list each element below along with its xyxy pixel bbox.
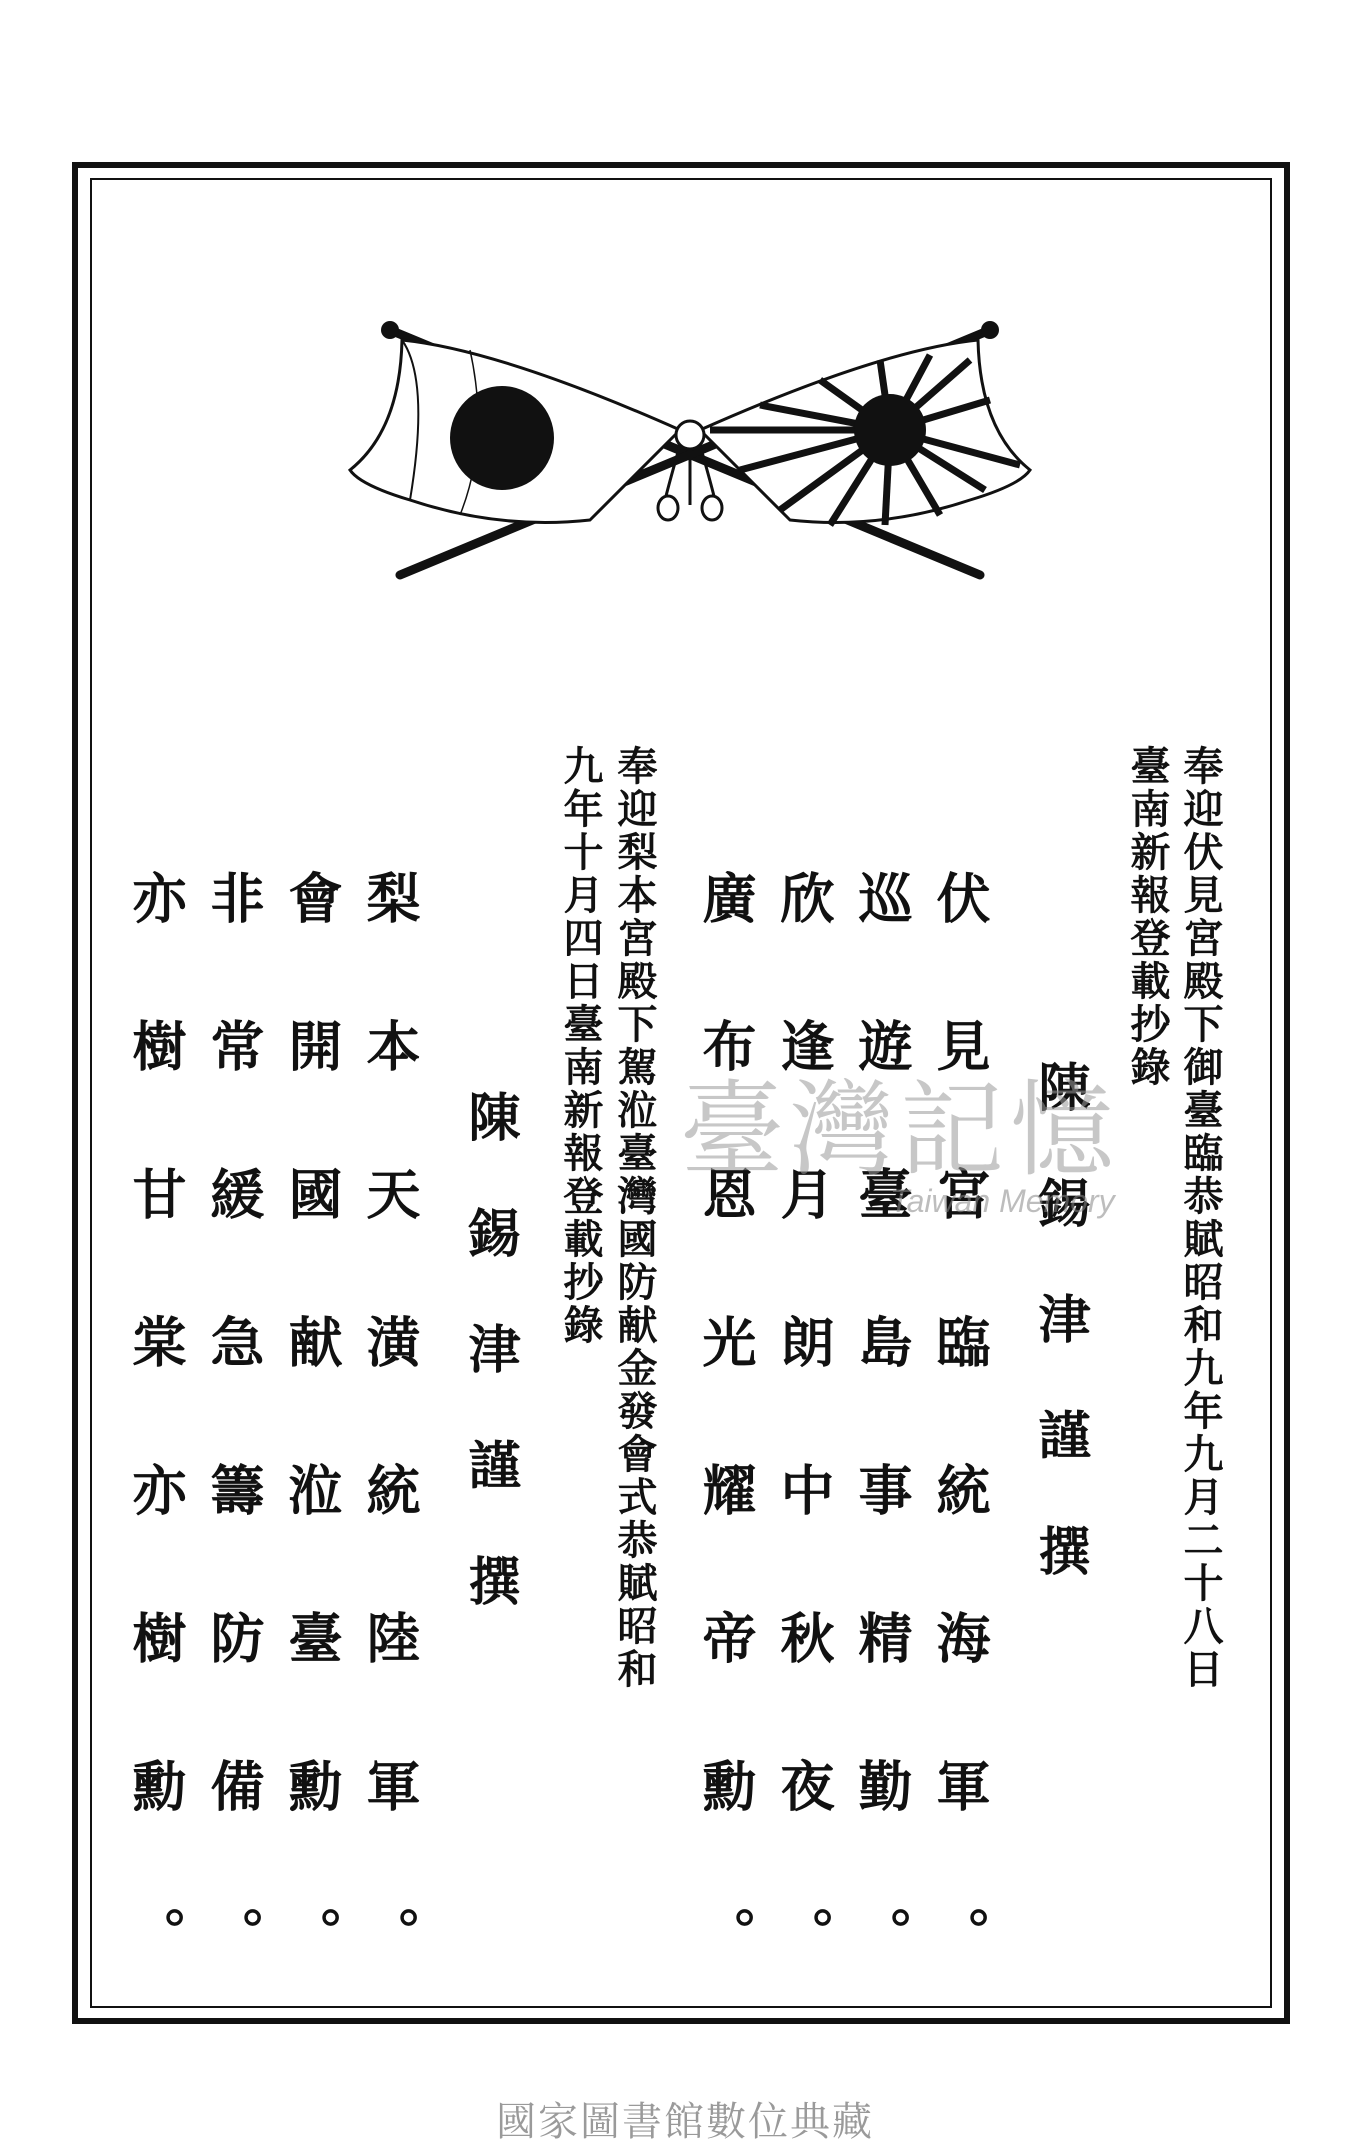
poem2-header-line1: 奉迎梨本宮殿下駕涖臺灣國防献金發會式恭賦昭和	[611, 745, 658, 1691]
poem2-line-4: 亦樹甘棠亦樹勳。	[124, 870, 188, 2054]
crossed-flags-icon	[340, 320, 1040, 600]
watermark-subtitle: Taiwan Memory	[890, 1183, 1115, 1219]
watermark-logo-text: 臺灣記憶	[680, 1069, 1121, 1191]
poem1-header-line1: 奉迎伏見宮殿下御臺臨恭賦昭和九年九月二十八日	[1177, 745, 1224, 1691]
poem1-line-3: 欣逢月朗中秋夜。	[772, 870, 836, 2054]
poem1-line-1: 伏見宮臨統海軍。	[928, 870, 992, 2054]
poem2-author: 陳錫津謹撰	[459, 1090, 520, 1670]
poem2-line-3: 非常緩急籌防備。	[202, 870, 266, 2054]
footer-collection-credit: 國家圖書館數位典藏	[496, 2099, 874, 2145]
poem2-header-line2: 九年十月四日臺南新報登載抄錄	[557, 745, 604, 1347]
poem1-header-line2: 臺南新報登載抄錄	[1124, 745, 1171, 1089]
poem2-line-1: 梨本天潢統陸軍。	[358, 870, 422, 2054]
poem1-author: 陳錫津謹撰	[1029, 1060, 1090, 1640]
poem1-line-4: 廣布恩光耀帝勳。	[694, 870, 758, 2054]
poem2-line-2: 會開國献涖臺勳。	[280, 870, 344, 2054]
poem1-line-2: 巡遊臺島事精勤。	[850, 870, 914, 2054]
